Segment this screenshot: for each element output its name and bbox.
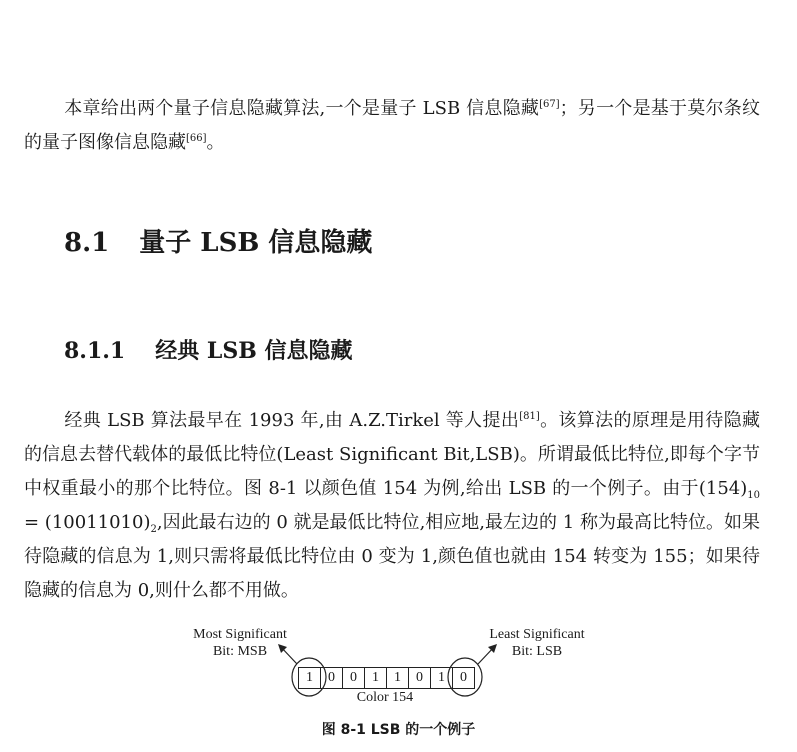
intro-text-3: 。	[206, 132, 225, 153]
body-paragraph	[24, 404, 760, 608]
intro-text-2: ；另一个是基于莫尔条纹的量子图像信息隐藏	[24, 98, 760, 153]
subsection-title: 经典 LSB 信息隐藏	[155, 338, 353, 364]
lsb-circle	[448, 658, 482, 696]
msb-label-line1: Most Significant	[193, 627, 287, 642]
section-number: 8.1	[64, 228, 110, 258]
bit-cell: 0	[343, 668, 365, 688]
bit-cell: 1	[387, 668, 409, 688]
figure-annotations	[0, 622, 797, 722]
color-label: Color 154	[356, 690, 414, 705]
figure-caption: 图 8-1 LSB 的一个例子	[321, 722, 476, 738]
lsb-label-line1: Least Significant	[489, 627, 585, 642]
figure-8-1	[0, 622, 797, 752]
subscript-base-10: 10	[747, 490, 760, 501]
bit-cell: 1	[431, 668, 453, 688]
body-text-3: = (10011010)	[24, 512, 151, 533]
citation-67: [67]	[539, 99, 560, 110]
body-text-4: ,因此最右边的 0 就是最低比特位,相应地,最左边的 1 称为最高比特位。如果待隐藏的信息为 1,则只需将最低比特位由 0 变为 1,颜色值也就由 154 转变为 155；如果待隐藏的信息为 0,则什么都不用做。	[24, 512, 761, 601]
intro-text-1: 本章给出两个量子信息隐藏算法,一个是量子 LSB 信息隐藏	[64, 98, 540, 119]
subscript-base-2: 2	[150, 524, 157, 535]
msb-label-line2: Bit: MSB	[212, 644, 268, 659]
bit-cell: 0	[409, 668, 431, 688]
bit-cell: 1	[299, 668, 321, 688]
section-title: 量子 LSB 信息隐藏	[139, 228, 373, 258]
bit-cell: 0	[321, 668, 343, 688]
intro-paragraph	[24, 92, 760, 160]
body-text-2: 。该算法的原理是用待隐藏的信息去替代载体的最低比特位(Least Significant Bit,LSB)。所谓最低比特位,即每个字节中权重最小的那个比特位。图 8-1 以颜色值 154 为例,给出 LSB 的一个例子。由于(154)	[24, 410, 761, 499]
subsection-heading	[64, 334, 353, 365]
lsb-label-line2: Bit: LSB	[511, 644, 563, 659]
bit-cell: 1	[365, 668, 387, 688]
section-heading	[64, 222, 372, 259]
bit-cell: 0	[460, 670, 467, 685]
citation-66: [66]	[186, 133, 207, 144]
subsection-number: 8.1.1	[64, 338, 126, 364]
citation-81: [81]	[519, 411, 540, 422]
body-text-1: 经典 LSB 算法最早在 1993 年,由 A.Z.Tirkel 等人提出	[64, 410, 520, 431]
